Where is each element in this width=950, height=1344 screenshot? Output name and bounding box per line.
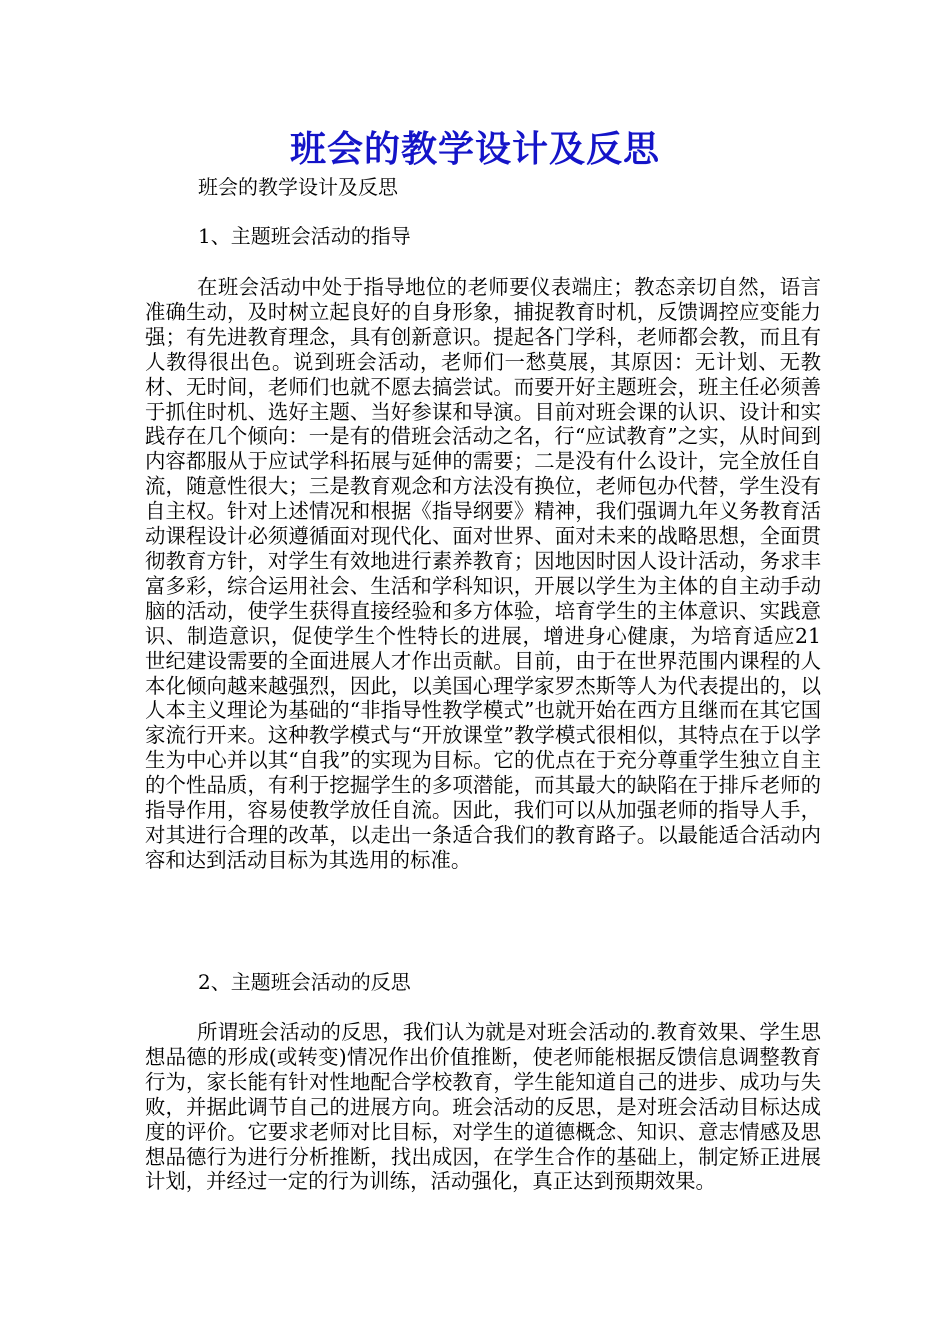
section-heading-guidance: 1、主题班会活动的指导 [198,224,411,248]
section-heading-reflection: 2、主题班会活动的反思 [198,970,411,994]
document-subtitle: 班会的教学设计及反思 [198,175,398,199]
section-paragraph-guidance: 在班会活动中处于指导地位的老师要仪表端庄；教态亲切自然，语言准确生动，及时树立起良好的自身形象，捕捉教育时机，反馈调控应变能力强；有先进教育理念，具有创新意识。提起各门学科，老师都会教，而且有人教得很出色。说到班会活动，老师们一愁莫展，其原因：无计划、无教材、无时间，老师们也就不愿去搞尝试。而要开好主题班会，班主任必须善于抓住时机、选好主题、当好参谋和导演。目前对班会课的认识、设计和实践存在几个倾向：一是有的借班会活动之名，行“应试教育”之实，从时间到内容都服从于应试学科拓展与延伸的需要；二是没有什么设计，完全放任自流，随意性很大；三是教育观念和方法没有换位，老师包办代替，学生没有自主权。针对上述情况和根据《指导纲要》精神，我们强调九年义务教育活动课程设计必须遵循面对现代化、面对世界、面对未来的战略思想，全面贯彻教育方针，对学生有效地进行素养教育；因地因时因人设计活动，务求丰富多彩，综合运用社会、生活和学科知识，开展以学生为主体的自主动手动脑的活动，使学生获得直接经验和多方体验，培育学生的主体意识、实践意识、制造意识，促使学生个性特长的进展，增进身心健康，为培育适应21世纪建设需要的全面进展人才作出贡献。目前，由于在世界范围内课程的人本化倾向越来越强烈，因此，以美国心理学家罗杰斯等人为代表提出的，以人本主义理论为基础的“非指导性教学模式”也就开始在西方且继而在其它国家流行开来。这种教学模式与“开放课堂”教学模式很相似，其特点在于以学生为中心并以其“自我”的实现为目标。它的优点在于充分尊重学生独立自主的个性品质，有利于挖掘学生的多项潜能，而其最大的缺陷在于排斥老师的指导作用，容易使教学放任自流。因此，我们可以从加强老师的指导人手，对其进行合理的改革，以走出一条适合我们的教育路子。以最能适合活动内容和达到活动目标为其选用的标准。 [145,275,821,872]
section-paragraph-reflection: 所谓班会活动的反思，我们认为就是对班会活动的.教育效果、学生思想品德的形成(或转变)情况作出价值推断，使老师能根据反馈信息调整教育行为，家长能有针对性地配合学校教育，学生能知道自己的进步、成功与失败，并据此调节自己的进展方向。班会活动的反思，是对班会活动目标达成度的评价。它要求老师对比目标，对学生的道德概念、知识、意志情感及思想品德行为进行分析推断，找出成因，在学生合作的基础上，制定矫正进展计划，并经过一定的行为训练，活动强化，真正达到预期效果。 [145,1020,821,1194]
document-title: 班会的教学设计及反思 [289,128,660,170]
